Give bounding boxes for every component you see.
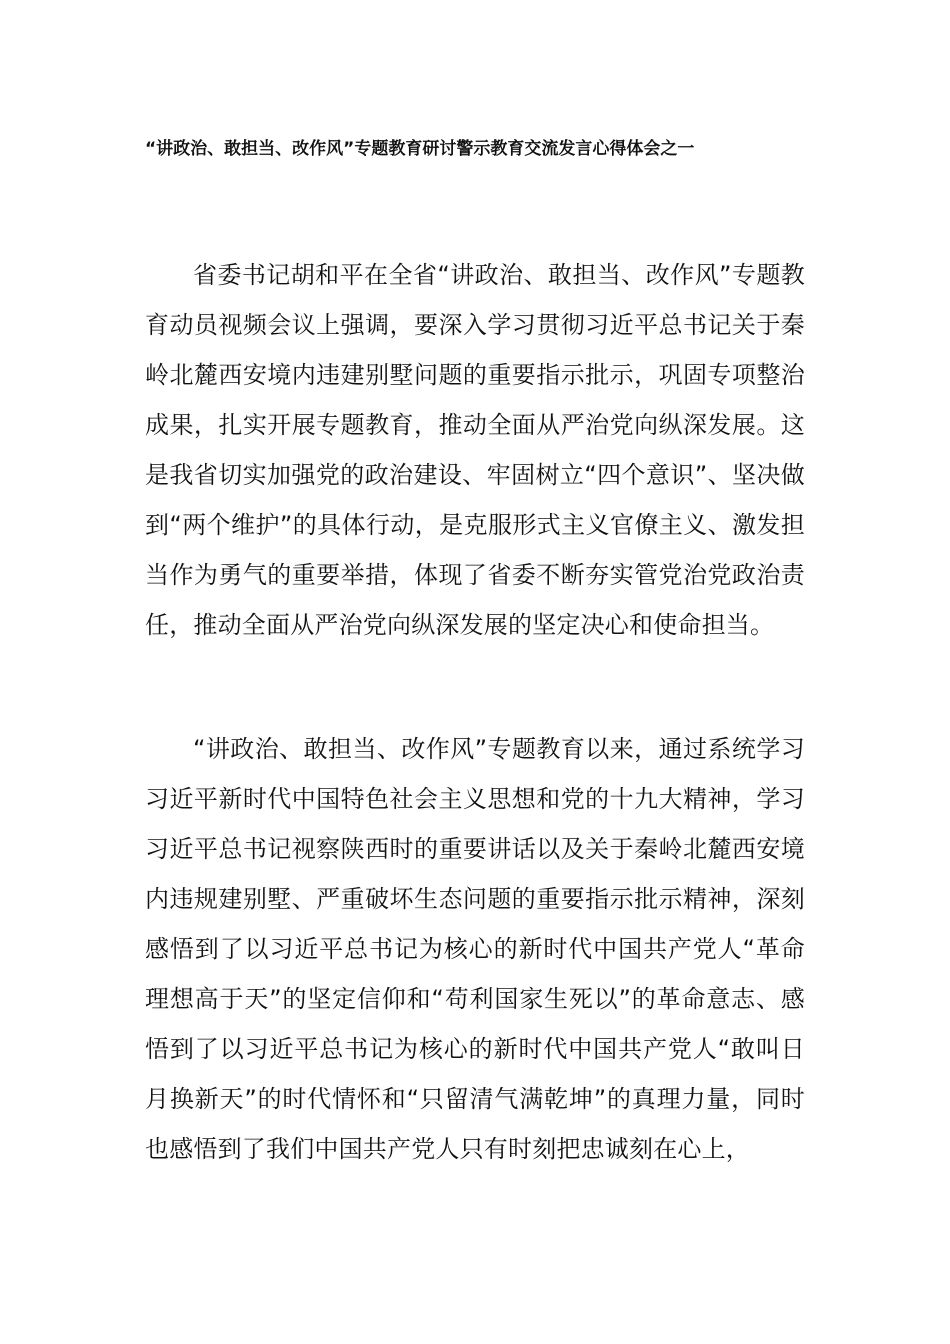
paragraph-2: “讲政治、敢担当、改作风”专题教育以来，通过系统学习习近平新时代中国特色社会主义思想和党的十九大精神，学习习近平总书记视察陕西时的重要讲话以及关于秦岭北麓西安境内违规建别墅、严重破坏生态问题的重要指示批示精神，深刻感悟到了以习近平总书记为核心的新时代中国共产党人“革命理想高于天”的坚定信仰和“苟利国家生死以”的革命意志、感悟到了以习近平总书记为核心的新时代中国共产党人“敢叫日月换新天”的时代情怀和“只留清气满乾坤”的真理力量，同时也感悟到了我们中国共产党人只有时刻把忠诚刻在心上， — [145, 735, 805, 1163]
document-title: “讲政治、敢担当、改作风”专题教育研讨警示教育交流发言心得体会之一 — [145, 139, 695, 159]
paragraph-1: 省委书记胡和平在全省“讲政治、敢担当、改作风”专题教育动员视频会议上强调，要深入学习贯彻习近平总书记关于秦岭北麓西安境内违建别墅问题的重要指示批示，巩固专项整治成果，扎实开展专题教育，推动全面从严治党向纵深发展。这是我省切实加强党的政治建设、牢固树立“四个意识”、坚决做到“两个维护”的具体行动，是克服形式主义官僚主义、激发担当作为勇气的重要举措，体现了省委不断夯实管党治党政治责任，推动全面从严治党向纵深发展的坚定决心和使命担当。 — [145, 261, 805, 639]
